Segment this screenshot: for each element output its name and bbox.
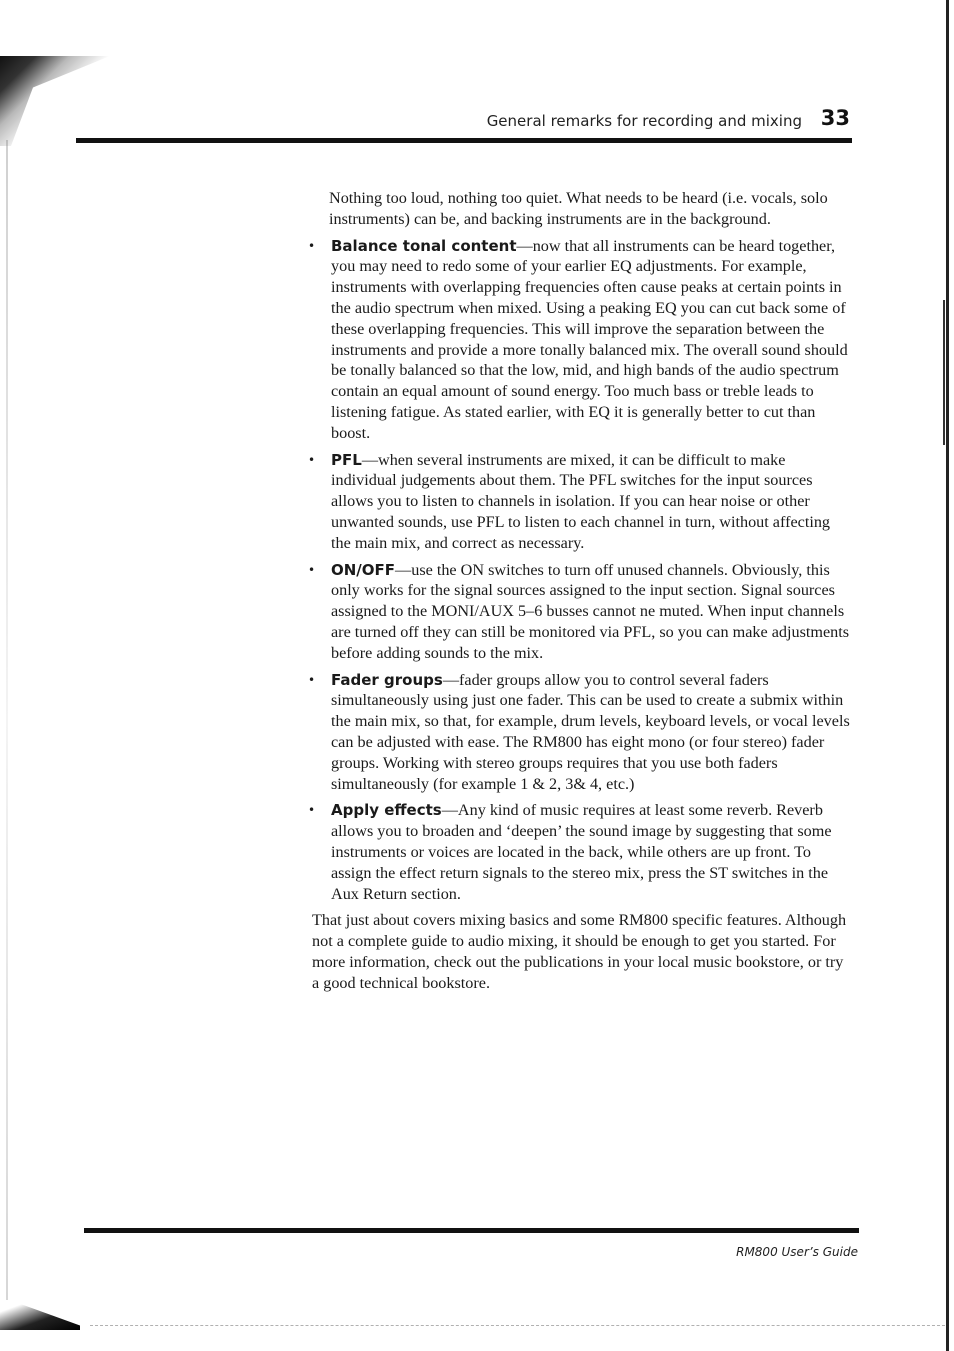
list-item-balance-tonal-content [308,236,852,444]
header-title: General remarks for recording and mixing [486,112,802,130]
tips-list [308,236,852,905]
bullet-term: PFL [331,450,362,469]
scan-bottom-dash [90,1325,945,1327]
page-number: 33 [820,106,850,130]
footer-guide-title: RM800 User’s Guide [736,1245,858,1259]
scan-right-edge-line [946,0,949,1351]
scan-shadow-left-edge [6,140,8,1300]
list-item-pfl [308,450,852,554]
footer-rule [84,1228,859,1233]
bullet-text: —use the ON switches to turn off unused channels. Obviously, this only works for the signal sources assigned to the input section. Signal sources assigned to the MONI/AUX 5–6 busses cannot ne muted. When input channels are turned off they can still be monitored via PFL, so you can make adjustments before adding sounds to the mix. [331,560,850,662]
intro-paragraph: Nothing too loud, nothing too quiet. What needs to be heard (i.e. vocals, solo instruments) can be, and backing instruments are in the background. [329,189,828,228]
bullet-icon: • [308,672,316,687]
bullet-icon: • [308,803,316,818]
bullet-term: Fader groups [331,670,443,689]
bullet-icon: • [308,562,316,577]
scan-right-mark [943,300,945,445]
header-rule [76,138,852,143]
closing-section [312,910,852,993]
bullet-text: —fader groups allow you to control several faders simultaneously using just one fader. This can be used to create a submix within the main mix, so that, for example, drum levels, keyboard levels, or vocal levels can be adjusted with ease. The RM800 has eight mono (or four stereo) fader groups. Working with stereo groups requires that you use both faders simultaneously (for example 1 & 2, 3& 4, etc.) [331,670,850,793]
page-body [308,188,852,993]
bullet-text: —when several instruments are mixed, it can be difficult to make individual judgements about them. The PFL switches for the input sources allows you to listen to channels in isolation. If you can hear noise or other unwanted sounds, use PFL to listen to each channel in turn, without affecting the main mix, and correct as necessary. [331,450,831,552]
bullet-icon: • [308,238,316,253]
list-item-apply-effects [308,800,852,904]
bullet-icon: • [308,452,316,467]
closing-paragraph: That just about covers mixing basics and some RM800 specific features. Although not a complete guide to audio mixing, it should be enough to get you started. For more information, check out the publications in your local music bookstore, or try a good technical bookstore. [312,911,847,992]
bullet-term: ON/OFF [331,560,396,579]
bullet-term: Balance tonal content [331,236,517,255]
bullet-text: —Any kind of music requires at least some reverb. Reverb allows you to broaden and ‘deepen’ the sound image by suggesting that some instruments or voices are located in the back, while others are up front. To assign the effect return signals to the stereo mix, press the ST switches in the Aux Return section. [331,801,832,903]
list-item-on-off [308,560,852,664]
running-header [0,106,850,136]
bullet-text: —now that all instruments can be heard together, you may need to redo some of your earlier EQ adjustments. For example, instruments with overlapping frequencies often cause peaks at certain points in the audio spectrum when mixed. Using a peaking EQ you can cut back some of these overlapping frequencies. This will improve the separation between the instruments and provide a more tonally balanced mix. The overall sound should be tonally balanced so that the low, mid, and high bands of the audio spectrum contain an equal amount of sound energy. Too much bass or treble leads to listening fatigue. As stated earlier, with EQ it is generally better to cut than boost. [331,236,848,442]
scan-shadow-bottom-left [0,1300,80,1330]
list-item-fader-groups [308,670,852,795]
bullet-term: Apply effects [331,801,442,820]
